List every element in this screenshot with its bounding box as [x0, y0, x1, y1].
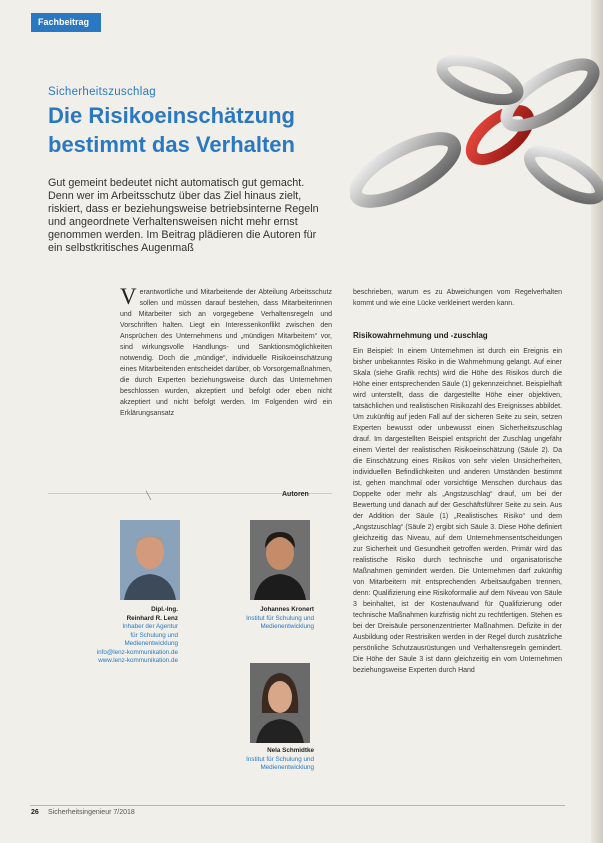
title-line-2: bestimmt das Verhalten [48, 132, 295, 157]
author-line: Medienentwicklung [260, 764, 314, 771]
section-subhead: Risikowahrnehmung und -zuschlag [353, 331, 488, 340]
author-name: Reinhard R. Lenz [126, 614, 178, 622]
author-caption-schmidtke [214, 747, 314, 773]
divider-mark: ╲ [146, 491, 151, 500]
author-line: Inhaber der Agentur [122, 623, 178, 630]
author-photo-kronert [250, 520, 310, 600]
author-photo-schmidtke [250, 663, 310, 743]
author-title: Dipl.-Ing. [151, 606, 178, 613]
author-photo-lenz [120, 520, 180, 600]
author-caption-lenz [86, 606, 178, 666]
chain-illustration [350, 40, 603, 230]
title-line-1: Die Risikoeinschätzung [48, 103, 295, 128]
author-line: Medienentwicklung [124, 640, 178, 647]
authors-label: Autoren [282, 491, 309, 498]
portrait-image [250, 663, 310, 743]
body-column-1: Verantwortliche und Mitarbeitende der Abteilung Arbeitsschutz sollen und müssen darauf bestehen, dass Mitarbeiterinnen und Mitarbeiter sich an vorgegebene Verhaltensregeln und Vorschriften halten. Liegt ein Interessenkonflikt zwischen den Ansprüchen des Unternehmens und „mündigen Mitarbeitern“ vor, sind wirkungsvolle Handlungs- und Sanktionsmöglichkeiten notwendig. Doch die „mündige“, individuelle Risikoeinschätzung eines Mitarbeitenden entscheidet darüber, ob Vorsorgemaßnahmen, die durch Experten beziehungsweise durch das Unternehmen beschlossen wurden, akzeptiert und befolgt oder eben nicht akzeptiert und nicht befolgt werden. Im Folgenden wird ein Erklärungsansatz [120, 284, 332, 417]
page-number: 26 [31, 809, 39, 816]
author-website: www.lenz-kommunikation.de [98, 657, 178, 664]
article-title [48, 101, 295, 159]
body-column-2: Ein Beispiel: In einem Unternehmen ist durch ein Ereignis ein bisher unbekanntes Risiko in die Wahrnehmung gelangt. Auf einer Skala (siehe Grafik rechts) wird die Höhe des Risikos durch die Höhe einer entsprechenden Säule (1) gekennzeichnet. Beispielhaft wird unterstellt, dass die dargestellte Höhe einer objektiven, tatsächlichen und realistischen Risikozahl des Ereignisses abbildet. Um zukünftig auf jeden Fall auf der sicheren Seite zu sein, setzen Experten bewusst oder unbewusst einen Sicherheitszuschlag drauf. Im dargestellten Beispiel entspricht der Zuschlag ungefähr einem Viertel der realistischen Risikoeinschätzung (Säule 2). Da die Einschätzung eines Risikos von sehr vielen Unsicherheiten, individuellen Befindlichkeiten und anderen Umständen bestimmt ist, gehen manchmal oder vorsichtige Menschen durchaus das Doppelte oder mehr als „Angstzuschlag“ drauf, um bei der Bewertung und danach auf der Geschäftsführer Seite zu sein. Aus der Addition der Säule (1) „Realistisches Risiko“ und dem „Angstzuschlag“ (Säule 2) ergibt sich Säule 3. Diese Höhe definiert gleichzeitig das Niveau, auf dem Unternehmensentscheidungen zur Sicherheit und Gesundheit getroffen werden. Primär wird das realistische Risiko durch technische und organisatorische Maßnahmen gemindert werden. Die Unternehmen darf zukünftig von Mitarbeitern mit entsprechenden Arbeitsaufgaben trennen, denn: Qualifizierung eine Risikoformalie auf dem Niveau von Säule 3 beinhaltet, ist der Kostenaufwand für Qualifizierung oder technische Maßnahmen kurzfristig nicht zu rechtfertigen. Stehen es bei der Dreisäule personenzentrierter Maßnahmen. Defizite in der Ausbildung oder Restrisiken werden in der Regel durch zusätzliche persönliche Schutzausrüstungen und Verhaltensregeln gemindert. Die Höhe der Säule 3 ist dann gleichzeitig ein vom Unternehmen beziehungsweise Experten durch Hand [353, 348, 562, 674]
author-email: info@lenz-kommunikation.de [96, 648, 178, 656]
intro-paragraph: Gut gemeint bedeutet nicht automatisch gut gemacht. Denn wer im Arbeitsschutz über das Ziel hinaus zielt, riskiert, dass er beziehungsweise betriebsinterne Regeln und angeordnete Verhaltensweisen nicht mehr ernst genommen werden. Im Beitrag plädieren die Autoren für ein selbstkritisches Augenmaß [48, 177, 319, 254]
author-line: für Schulung und [130, 631, 178, 639]
author-caption-kronert [214, 606, 314, 632]
footer-divider [30, 805, 565, 806]
author-line: Institut für Schulung und [246, 755, 314, 763]
author-line: Institut für Schulung und [246, 614, 314, 622]
author-name: Johannes Kronert [260, 606, 314, 613]
portrait-image [120, 520, 180, 600]
kicker: Sicherheitszuschlag [48, 86, 156, 98]
portrait-image [250, 520, 310, 600]
body-column-2-top: beschrieben, warum es zu Abweichungen vom Regelverhalten kommt und wie eine Lücke verkleinert werden kann. [353, 289, 562, 307]
author-name: Nela Schmidtke [267, 747, 314, 754]
magazine-name: Sicherheitsingenieur 7/2018 [48, 809, 135, 816]
author-line: Medienentwicklung [260, 623, 314, 630]
section-tag: Fachbeitrag [31, 13, 101, 32]
